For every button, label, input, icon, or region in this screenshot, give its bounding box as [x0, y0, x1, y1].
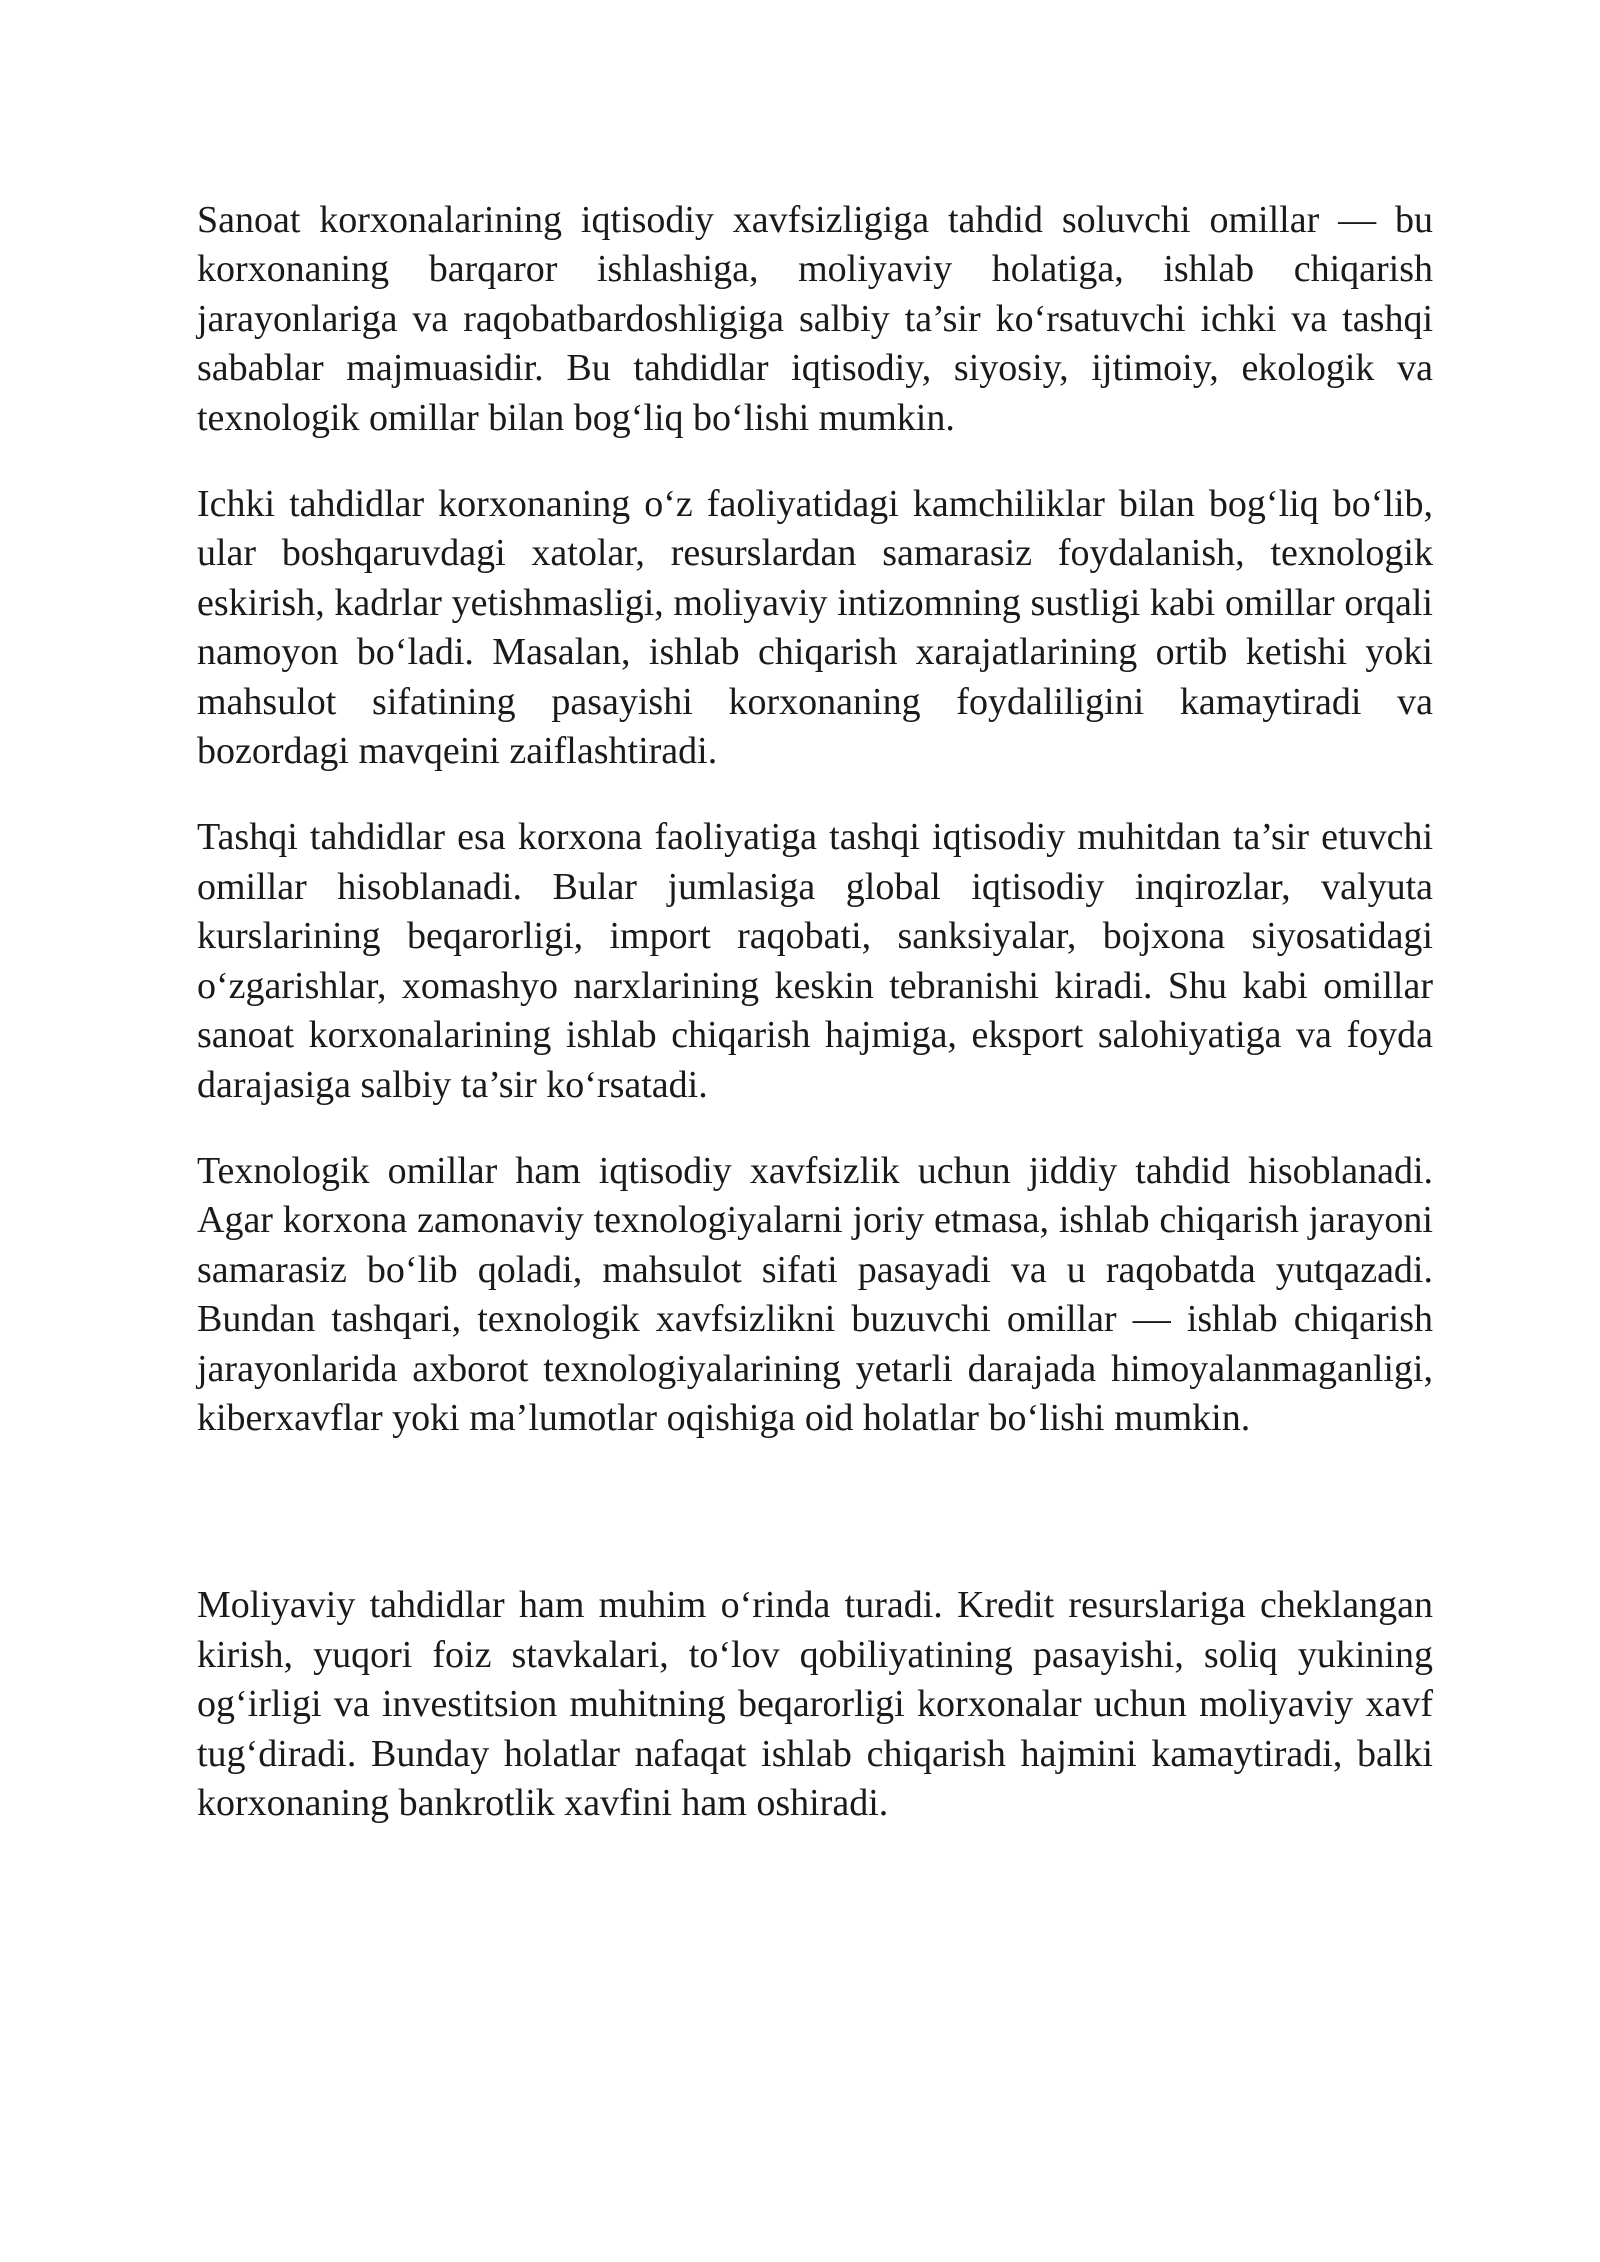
- paragraph-1: Sanoat korxonalarining iqtisodiy xavfsizligiga tahdid soluvchi omillar — bu korxonaning barqaror ishlashiga, moliyaviy holatiga, ishlab chiqarish jarayonlariga va raqobatbardoshligiga salbiy ta’sir ko‘rsatuvchi ichki va tashqi sabablar majmuasidir. Bu tahdidlar iqtisodiy, siyosiy, ijtimoiy, ekologik va texnologik omillar bilan bog‘liq bo‘lishi mumkin.: [197, 199, 1433, 439]
- paragraph-4: Texnologik omillar ham iqtisodiy xavfsizlik uchun jiddiy tahdid hisoblanadi. Agar korxona zamonaviy texnologiyalarni joriy etmasa, ishlab chiqarish jarayoni samarasiz bo‘lib qoladi, mahsulot sifati pasayadi va u raqobatda yutqazadi. Bundan tashqari, texnologik xavfsizlikni buzuvchi omillar — ishlab chiqarish jarayonlarida axborot texnologiyalarining yetarli darajada himoyalanmaganligi, kiberxavflar yoki ma’lumotlar oqishiga oid holatlar bo‘lishi mumkin.: [197, 1149, 1433, 1439]
- paragraph-5: Moliyaviy tahdidlar ham muhim o‘rinda turadi. Kredit resurslariga cheklangan kirish, yuqori foiz stavkalari, to‘lov qobiliyatining pasayishi, soliq yukining og‘irligi va investitsion muhitning beqarorligi korxonalar uchun moliyaviy xavf tug‘diradi. Bunday holatlar nafaqat ishlab chiqarish hajmini kamaytiradi, balki korxonaning bankrotlik xavfini ham oshiradi.: [197, 1584, 1433, 1824]
- document-body: [197, 196, 1433, 1828]
- paragraph-3: Tashqi tahdidlar esa korxona faoliyatiga tashqi iqtisodiy muhitdan ta’sir etuvchi omillar hisoblanadi. Bular jumlasiga global iqtisodiy inqirozlar, valyuta kurslarining beqarorligi, import raqobati, sanksiyalar, bojxona siyosatidagi o‘zgarishlar, xomashyo narxlarining keskin tebranishi kiradi. Shu kabi omillar sanoat korxonalarining ishlab chiqarish hajmiga, eksport salohiyatiga va foyda darajasiga salbiy ta’sir ko‘rsatadi.: [197, 816, 1433, 1106]
- paragraph-2: Ichki tahdidlar korxonaning o‘z faoliyatidagi kamchiliklar bilan bog‘liq bo‘lib, ular boshqaruvdagi xatolar, resurslardan samarasiz foydalanish, texnologik eskirish, kadrlar yetishmasligi, moliyaviy intizomning sustligi kabi omillar orqali namoyon bo‘ladi. Masalan, ishlab chiqarish xarajatlarining ortib ketishi yoki mahsulot sifatining pasayishi korxonaning foydaliligini kamaytiradi va bozordagi mavqeini zaiflashtiradi.: [197, 483, 1433, 773]
